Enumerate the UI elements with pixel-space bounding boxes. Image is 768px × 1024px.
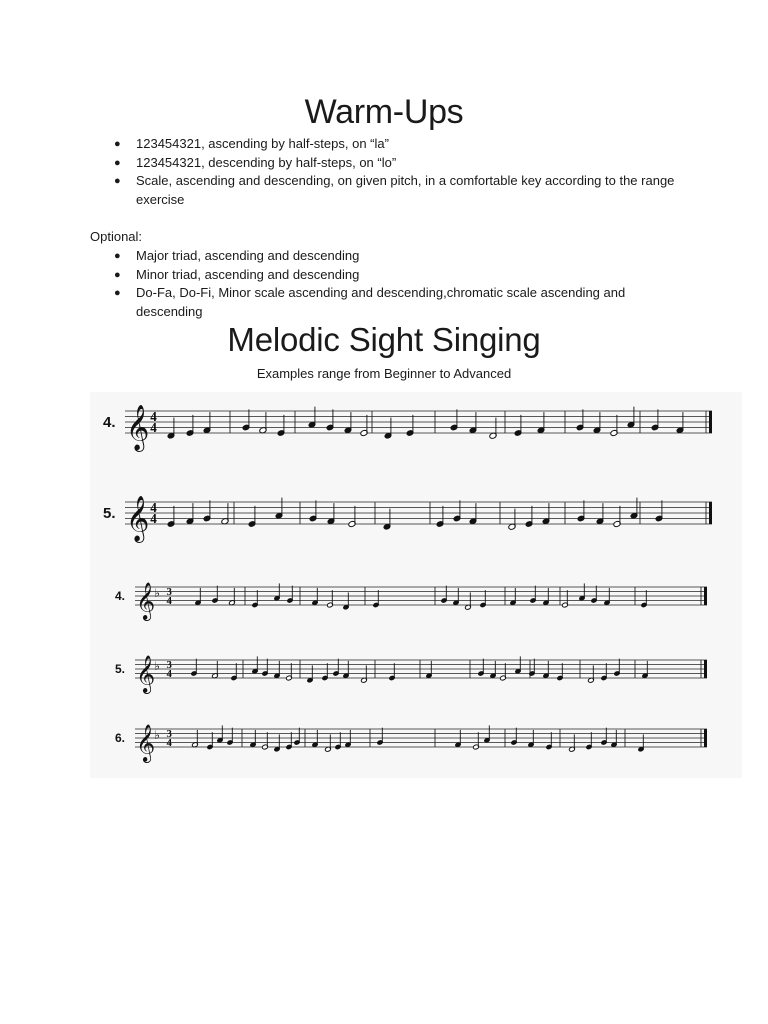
time-signature-top: 3 bbox=[166, 586, 172, 598]
treble-clef-icon: 𝄞 bbox=[126, 404, 150, 451]
melodic-subtitle: Examples range from Beginner to Advanced bbox=[256, 366, 512, 381]
sheet-music-image bbox=[85, 388, 745, 780]
list-item-text: Scale, ascending and descending, on given pitch, in a comfortable key according to the range exercise bbox=[136, 173, 675, 207]
list-item bbox=[110, 135, 690, 154]
treble-clef-icon: 𝄞 bbox=[136, 654, 156, 693]
time-signature-top: 3 bbox=[166, 659, 172, 671]
optional-label: Optional: bbox=[90, 229, 143, 244]
flat-key-signature-icon: ♭ bbox=[154, 658, 160, 673]
list-item bbox=[110, 172, 690, 209]
list-item-text: 123454321, ascending by half-steps, on “la” bbox=[136, 136, 389, 151]
exercise-number: 5. bbox=[115, 662, 126, 676]
list-item-text: Major triad, ascending and descending bbox=[136, 248, 360, 263]
exercise-number: 4. bbox=[103, 414, 116, 431]
optional-list bbox=[110, 247, 690, 321]
bullet-icon: ● bbox=[114, 138, 121, 150]
list-item bbox=[110, 284, 690, 321]
list-item bbox=[110, 154, 690, 173]
time-signature-bottom: 4 bbox=[150, 420, 157, 435]
warmups-list bbox=[110, 135, 690, 209]
bullet-icon: ● bbox=[114, 268, 121, 281]
time-signature-bottom: 4 bbox=[166, 668, 172, 680]
time-signature-bottom: 4 bbox=[166, 737, 172, 749]
final-barline-thick bbox=[704, 587, 707, 605]
flat-key-signature-icon: ♭ bbox=[154, 727, 160, 742]
exercise-number: 6. bbox=[115, 731, 126, 745]
time-signature-bottom: 4 bbox=[150, 511, 157, 526]
bullet-icon: ● bbox=[114, 287, 121, 300]
scan-background bbox=[90, 392, 742, 778]
treble-clef-icon: 𝄞 bbox=[136, 581, 156, 620]
exercise-number: 5. bbox=[103, 505, 116, 522]
treble-clef-icon: 𝄞 bbox=[126, 495, 150, 542]
time-signature-top: 3 bbox=[166, 728, 172, 740]
list-item bbox=[110, 266, 690, 285]
bullet-icon: ● bbox=[114, 156, 121, 169]
list-item-text: 123454321, descending by half-steps, on “lo” bbox=[136, 154, 397, 170]
final-barline-thick bbox=[704, 729, 707, 747]
final-barline-thick bbox=[709, 411, 712, 433]
bullet-icon: ● bbox=[114, 175, 121, 188]
melodic-title: Melodic Sight Singing bbox=[227, 321, 541, 358]
final-barline-thick bbox=[704, 660, 707, 678]
list-item bbox=[110, 247, 690, 266]
flat-key-signature-icon: ♭ bbox=[154, 585, 160, 600]
list-item-text: Do-Fa, Do-Fi, Minor scale ascending and descending,chromatic scale ascending and descending bbox=[136, 285, 626, 319]
warmups-title: Warm-Ups bbox=[304, 93, 464, 131]
time-signature-bottom: 4 bbox=[166, 595, 172, 607]
time-signature-top: 4 bbox=[150, 500, 157, 515]
list-item-text: Minor triad, ascending and descending bbox=[136, 266, 360, 282]
bullet-icon: ● bbox=[114, 250, 121, 262]
time-signature-top: 4 bbox=[150, 409, 157, 424]
final-barline-thick bbox=[709, 502, 712, 524]
exercise-number: 4. bbox=[115, 589, 126, 603]
treble-clef-icon: 𝄞 bbox=[136, 723, 156, 762]
